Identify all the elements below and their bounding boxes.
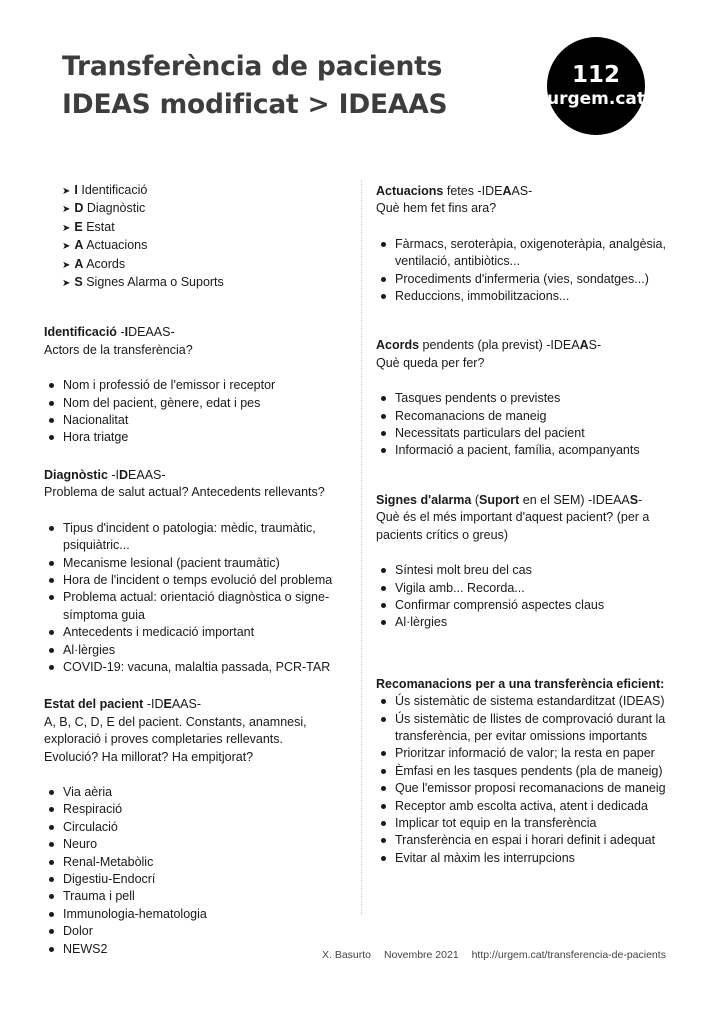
list-item: Fàrmacs, seroteràpia, oxigenoteràpia, analgèsia, ventilació, antibiòtics... <box>376 236 681 271</box>
list-item: Via aèria <box>44 784 346 801</box>
list-item: Digestiu-Endocrí <box>44 871 346 888</box>
section-question: Què és el més important d'aquest pacient? (per a <box>376 510 650 525</box>
acords-list <box>376 390 681 460</box>
list-item: Circulació <box>44 819 346 836</box>
list-item: Implicar tot equip en la transferència <box>376 815 681 832</box>
section-heading: Acords pendents (pla previst) -IDEAAS- <box>376 338 602 353</box>
section-question: Problema de salut actual? Antecedents rellevants? <box>44 485 325 500</box>
section-signes-alarma <box>376 492 681 632</box>
list-item: Tasques pendents o previstes <box>376 390 681 407</box>
list-item: Trauma i pell <box>44 888 346 905</box>
list-item: Receptor amb escolta activa, atent i dedicada <box>376 798 681 815</box>
list-item: Que l'emissor proposi recomanacions de maneig <box>376 780 681 797</box>
list-item: Evitar al màxim les interrupcions <box>376 850 681 867</box>
right-column <box>376 183 681 867</box>
section-question: Evolució? Ha millorat? Ha empitjorat? <box>44 749 254 764</box>
section-heading: Actuacions fetes -IDEAAS- <box>376 184 533 198</box>
ideaas-item: ➤ S Signes Alarma o Suports <box>62 274 346 292</box>
ideaas-list <box>62 182 346 292</box>
section-question: Què queda per fer? <box>376 355 485 370</box>
footer-date: Novembre 2021 <box>383 949 459 961</box>
list-item: Procediments d'infermeria (vies, sondatges...) <box>376 271 681 288</box>
section-question: Què hem fet fins ara? <box>376 201 497 216</box>
list-item: Nom del pacient, gènere, edat i pes <box>44 395 346 412</box>
section-description: A, B, C, D, E del pacient. Constants, anamnesi, <box>44 714 307 729</box>
section-acords <box>376 337 681 459</box>
list-item: Al·lèrgies <box>44 642 346 659</box>
ideaas-item: ➤ A Acords <box>62 256 346 274</box>
section-recomanacions <box>376 676 681 867</box>
list-item: Èmfasi en les tasques pendents (pla de maneig) <box>376 763 681 780</box>
list-item: Informació a pacient, família, acompanyants <box>376 442 681 459</box>
list-item: Ús sistemàtic de sistema estandarditzat (IDEAS) <box>376 693 681 710</box>
list-item: Nom i professió de l'emissor i receptor <box>44 377 346 394</box>
list-item: Problema actual: orientació diagnòstica o signe-símptoma guia <box>44 589 346 624</box>
section-heading: Signes d'alarma (Suport en el SEM) -IDEAAS- <box>376 492 643 507</box>
section-diagnostic <box>44 467 346 676</box>
logo-domain: urgem.cat <box>546 89 646 109</box>
list-item: Prioritzar informació de valor; la resta en paper <box>376 745 681 762</box>
logo-number: 112 <box>571 62 620 88</box>
list-item: Neuro <box>44 836 346 853</box>
actuacions-list <box>376 236 681 306</box>
list-item: Al·lèrgies <box>376 614 681 631</box>
left-column <box>44 182 346 958</box>
list-item: Antecedents i medicació important <box>44 624 346 641</box>
list-item: Ús sistemàtic de llistes de comprovació durant la transferència, per evitar omissions importants <box>376 711 681 746</box>
footer-author: X. Basurto <box>322 949 372 961</box>
section-heading: Identificació -IDEAAS- <box>44 325 175 340</box>
section-question: pacients crítics o greus) <box>376 527 508 542</box>
title-line-2: IDEAS modificat > IDEAAS <box>62 89 448 120</box>
ideaas-item: ➤ A Actuacions <box>62 237 346 255</box>
page-title <box>62 48 447 124</box>
list-item: Confirmar comprensió aspectes claus <box>376 597 681 614</box>
urgem-logo <box>547 37 645 135</box>
list-item: Hora triatge <box>44 429 346 446</box>
footer-url[interactable]: http://urgem.cat/transferencia-de-pacients <box>471 949 666 961</box>
section-heading: Recomanacions per a una transferència eficient: <box>376 676 665 691</box>
column-divider <box>361 180 362 915</box>
list-item: Respiració <box>44 801 346 818</box>
list-item: NEWS2 <box>44 941 346 958</box>
list-item: Síntesi molt breu del cas <box>376 562 681 579</box>
title-line-1: Transferència de pacients <box>62 51 443 82</box>
list-item: Transferència en espai i horari definit i adequat <box>376 832 681 849</box>
list-item: Dolor <box>44 923 346 940</box>
estat-list <box>44 784 346 958</box>
section-identificacio <box>44 324 346 446</box>
list-item: COVID-19: vacuna, malaltia passada, PCR-TAR <box>44 659 346 676</box>
list-item: Reduccions, immobilitzacions... <box>376 288 681 305</box>
list-item: Necessitats particulars del pacient <box>376 425 681 442</box>
diagnostic-list <box>44 520 346 677</box>
section-estat <box>44 696 346 958</box>
list-item: Vigila amb... Recorda... <box>376 580 681 597</box>
section-question: Actors de la transferència? <box>44 342 193 357</box>
list-item: Immunologia-hematologia <box>44 906 346 923</box>
list-item: Hora de l'incident o temps evolució del problema <box>44 572 346 589</box>
identificacio-list <box>44 377 346 447</box>
list-item: Nacionalitat <box>44 412 346 429</box>
recomanacions-list <box>376 693 681 867</box>
section-heading: Diagnòstic -IDEAAS- <box>44 467 166 482</box>
ideaas-item: ➤ E Estat <box>62 219 346 237</box>
list-item: Recomanacions de maneig <box>376 408 681 425</box>
list-item: Renal-Metabòlic <box>44 854 346 871</box>
ideaas-item: ➤ D Diagnòstic <box>62 200 346 218</box>
section-heading: Estat del pacient -IDEAAS- <box>44 697 202 712</box>
list-item: Tipus d'incident o patologia: mèdic, traumàtic, psiquiàtric... <box>44 520 346 555</box>
section-description: exploració i proves completaries rellevants. <box>44 732 283 747</box>
footer <box>322 949 676 961</box>
ideaas-item: ➤ I Identificació <box>62 182 346 200</box>
section-actuacions <box>376 183 681 305</box>
list-item: Mecanisme lesional (pacient traumàtic) <box>44 555 346 572</box>
signes-list <box>376 562 681 632</box>
